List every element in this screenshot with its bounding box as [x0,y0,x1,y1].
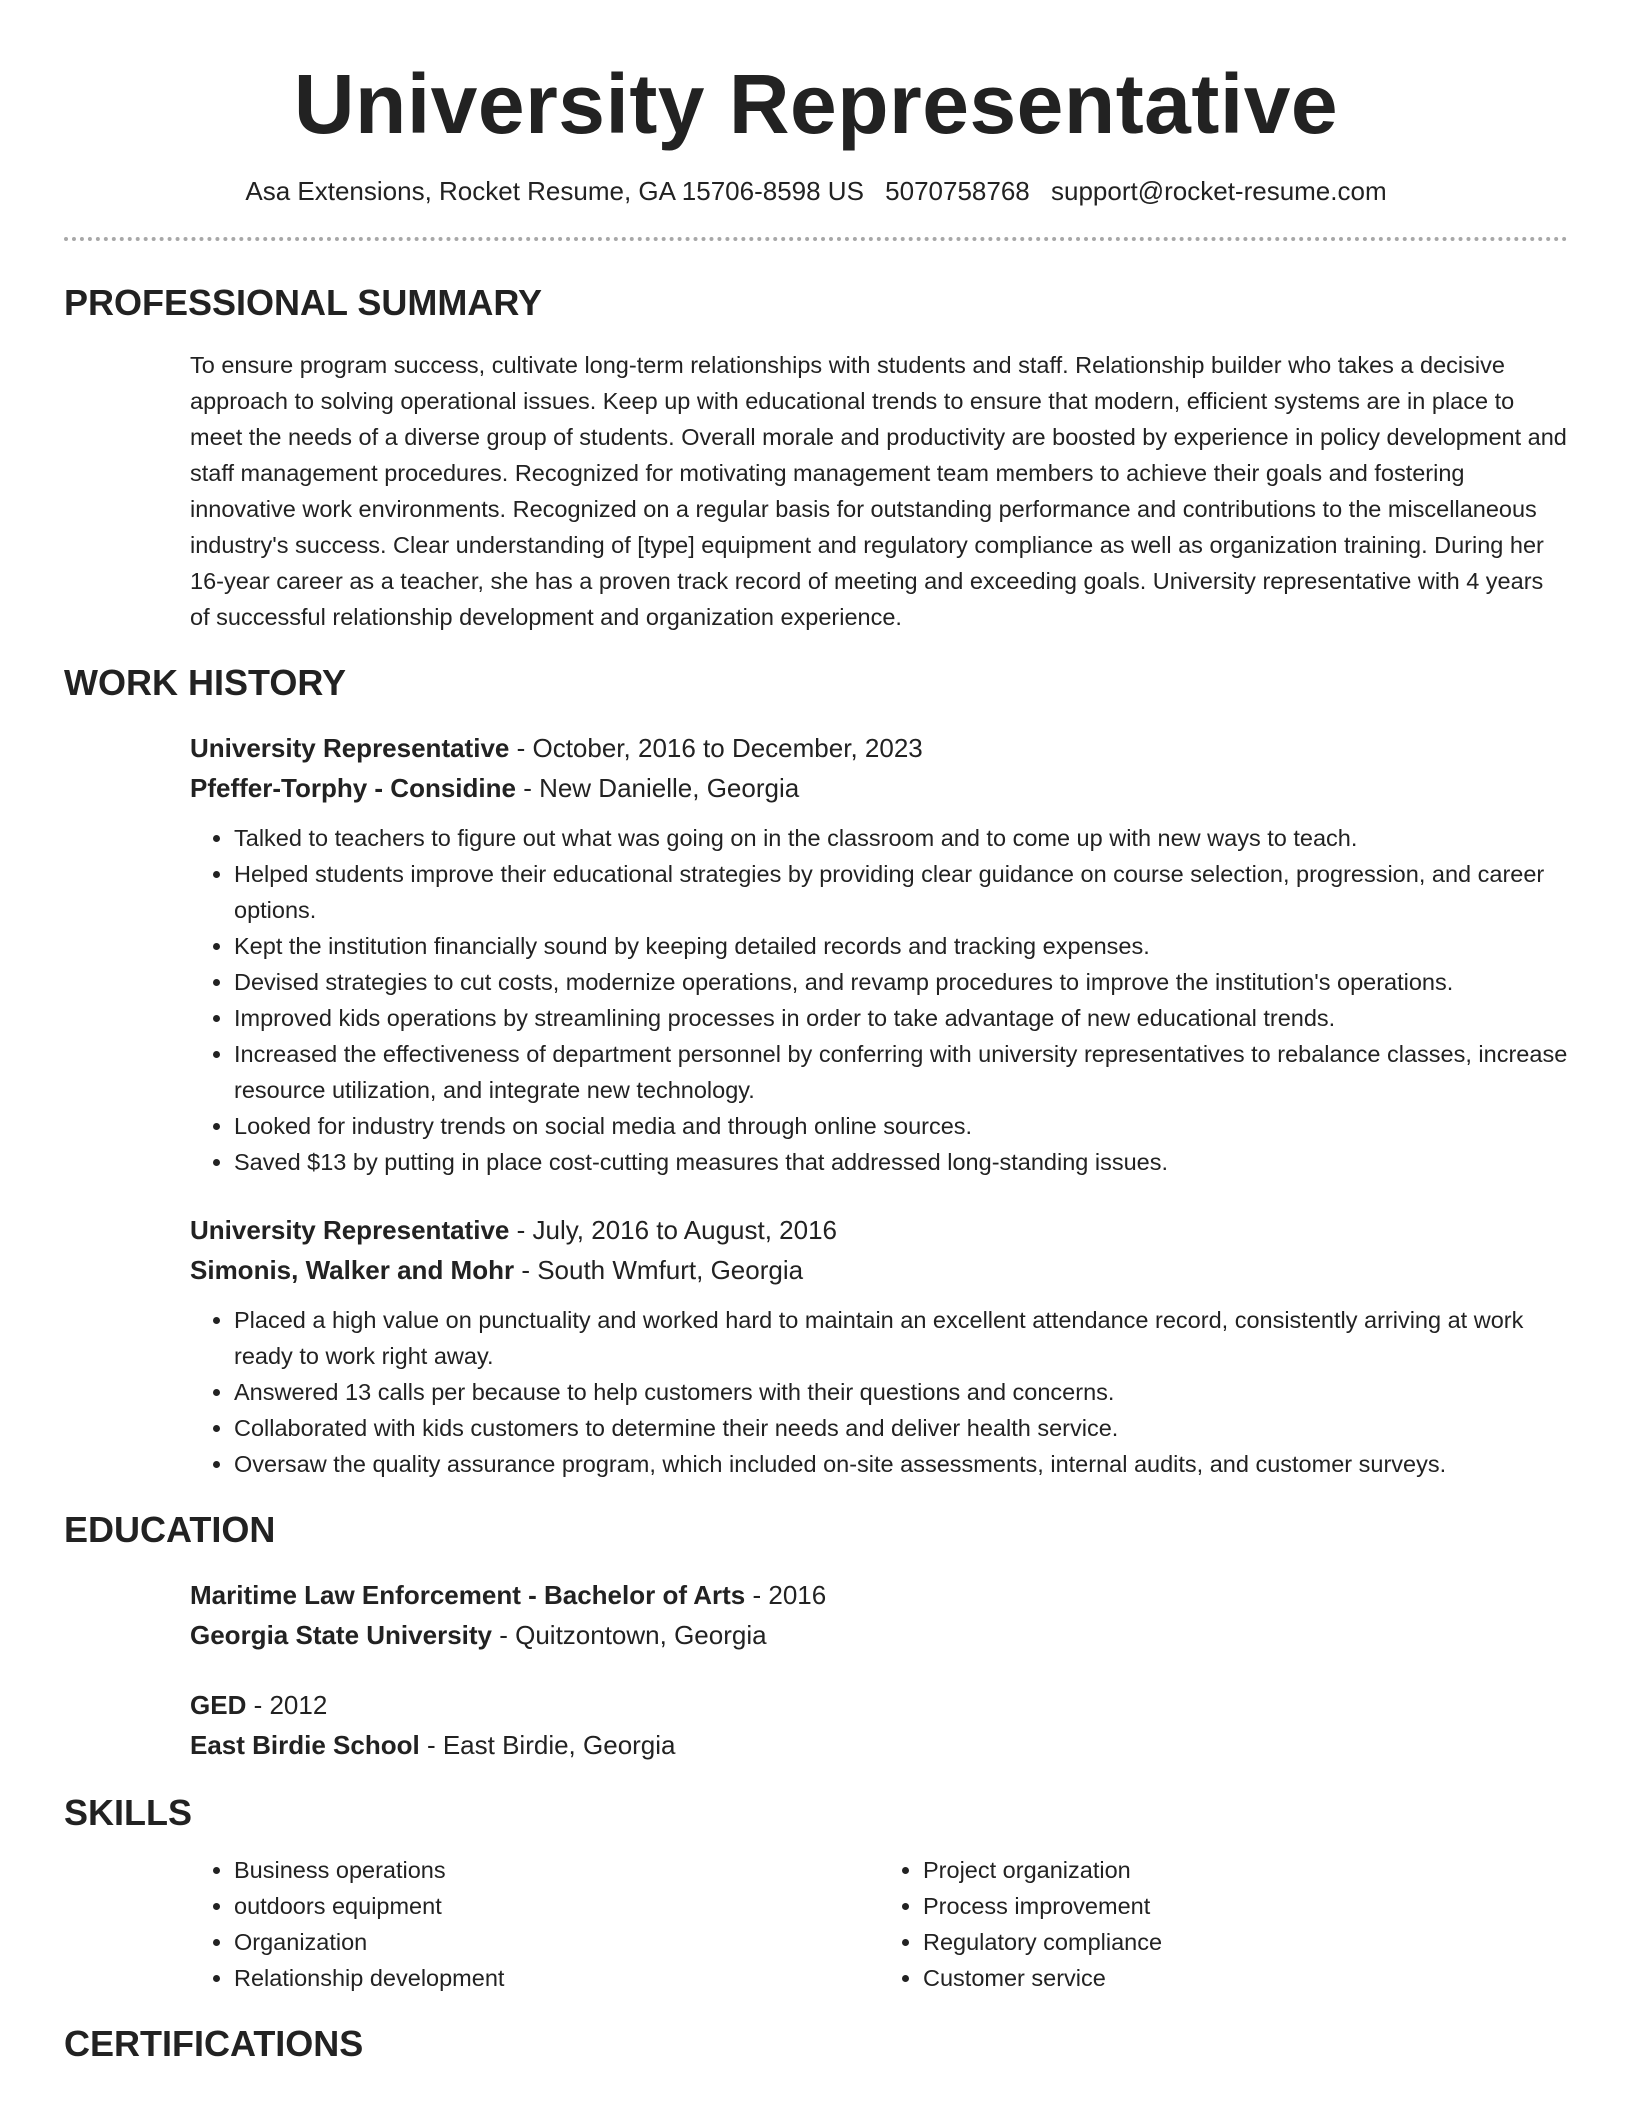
list-item: • Oversaw the quality assurance program, which included on-site assessments, internal audits, and customer surveys. [234,1446,1568,1482]
job-dates: - July, 2016 to August, 2016 [509,1214,838,1245]
skill-item: • Process improvement [923,1888,1568,1924]
education-heading: EDUCATION [64,1508,276,1550]
job-bullets [190,1302,1568,1482]
school-line [190,1725,1568,1765]
degree-year: - 2012 [246,1689,328,1720]
list-item: • Increased the effectiveness of department personnel by conferring with university representatives to rebalance classes, increase resource utilization, and integrate new technology. [234,1036,1568,1108]
degree-year: - 2016 [745,1579,827,1610]
degree-line [190,1685,1568,1725]
skill-item: • Regulatory compliance [923,1924,1568,1960]
job-title-line [190,1210,1568,1250]
job-role: University Representative [190,732,510,763]
certifications-heading: CERTIFICATIONS [64,2023,364,2065]
school-location: - East Birdie, Georgia [419,1729,676,1760]
job-entry [190,728,1568,1180]
header-divider [64,237,1568,241]
job-company-line [190,768,1568,808]
list-item: • Answered 13 calls per because to help customers with their questions and concerns. [234,1374,1568,1410]
job-title-line [190,728,1568,768]
list-item: • Talked to teachers to figure out what was going on in the classroom and to come up with new ways to teach. [234,820,1568,856]
degree-line [190,1575,1568,1615]
job-company: Pfeffer-Torphy - Considine [190,772,516,803]
skill-item: • outdoors equipment [234,1888,879,1924]
job-company-line [190,1250,1568,1290]
list-item: • Looked for industry trends on social media and through online sources. [234,1108,1568,1144]
list-item: • Helped students improve their educational strategies by providing clear guidance on course selection, progression, and career options. [234,856,1568,928]
job-company: Simonis, Walker and Mohr [190,1254,515,1285]
job-location: - South Wmfurt, Georgia [514,1254,804,1285]
summary-heading: PROFESSIONAL SUMMARY [64,282,543,324]
list-item: • Improved kids operations by streamlining processes in order to take advantage of new educational trends. [234,1000,1568,1036]
contact-email[interactable]: support@rocket-resume.com [1051,176,1387,207]
summary-text: To ensure program success, cultivate long-term relationships with students and staff. Relationship builder who takes a decisive approach to solving operational issues. Keep up with educational trends to ensure that modern, efficient systems are in place to meet the needs of a diverse group of students. Overall morale and productivity are boosted by experience in policy development and staff management procedures. Recognized for motivating management team members to achieve their goals and fostering innovative work environments. Recognized on a regular basis for outstanding performance and contributions to the miscellaneous industry's success. Clear understanding of [type] equipment and regulatory compliance as well as organization training. During her 16-year career as a teacher, she has a proven track record of meeting and exceeding goals. University representative with 4 years of successful relationship development and organization experience. [190,351,1567,630]
contact-line [64,176,1568,207]
school-line [190,1615,1568,1655]
list-item: • Saved $13 by putting in place cost-cutting measures that addressed long-standing issues. [234,1144,1568,1180]
contact-phone: 5070758768 [885,176,1030,207]
contact-address: Asa Extensions, Rocket Resume, GA 15706-8598 US [245,176,864,207]
job-role: University Representative [190,1214,510,1245]
list-item: • Kept the institution financially sound by keeping detailed records and tracking expenses. [234,928,1568,964]
skills-column-left [190,1852,879,1996]
school-name: East Birdie School [190,1729,420,1760]
skill-item: • Project organization [923,1852,1568,1888]
list-item: • Devised strategies to cut costs, modernize operations, and revamp procedures to improve the institution's operations. [234,964,1568,1000]
job-location: - New Danielle, Georgia [515,772,800,803]
job-dates: - October, 2016 to December, 2023 [509,732,923,763]
job-bullets [190,820,1568,1180]
candidate-name: University Representative [293,57,1339,151]
job-entry [190,1210,1568,1482]
skills-column-right [879,1852,1568,1996]
school-location: - Quitzontown, Georgia [492,1619,767,1650]
skill-item: • Business operations [234,1852,879,1888]
work-history-heading: WORK HISTORY [64,661,347,703]
list-item: • Collaborated with kids customers to determine their needs and deliver health service. [234,1410,1568,1446]
skill-item: • Customer service [923,1960,1568,1996]
skills-heading: SKILLS [64,1791,193,1833]
skills-list [190,1852,1568,1996]
list-item: • Placed a high value on punctuality and worked hard to maintain an excellent attendance record, consistently arriving at work ready to work right away. [234,1302,1568,1374]
education-entry [190,1685,1568,1765]
school-name: Georgia State University [190,1619,492,1650]
skill-item: • Organization [234,1924,879,1960]
degree-name: Maritime Law Enforcement - Bachelor of Arts [190,1579,746,1610]
skill-item: • Relationship development [234,1960,879,1996]
education-entry [190,1575,1568,1655]
degree-name: GED [190,1689,247,1720]
